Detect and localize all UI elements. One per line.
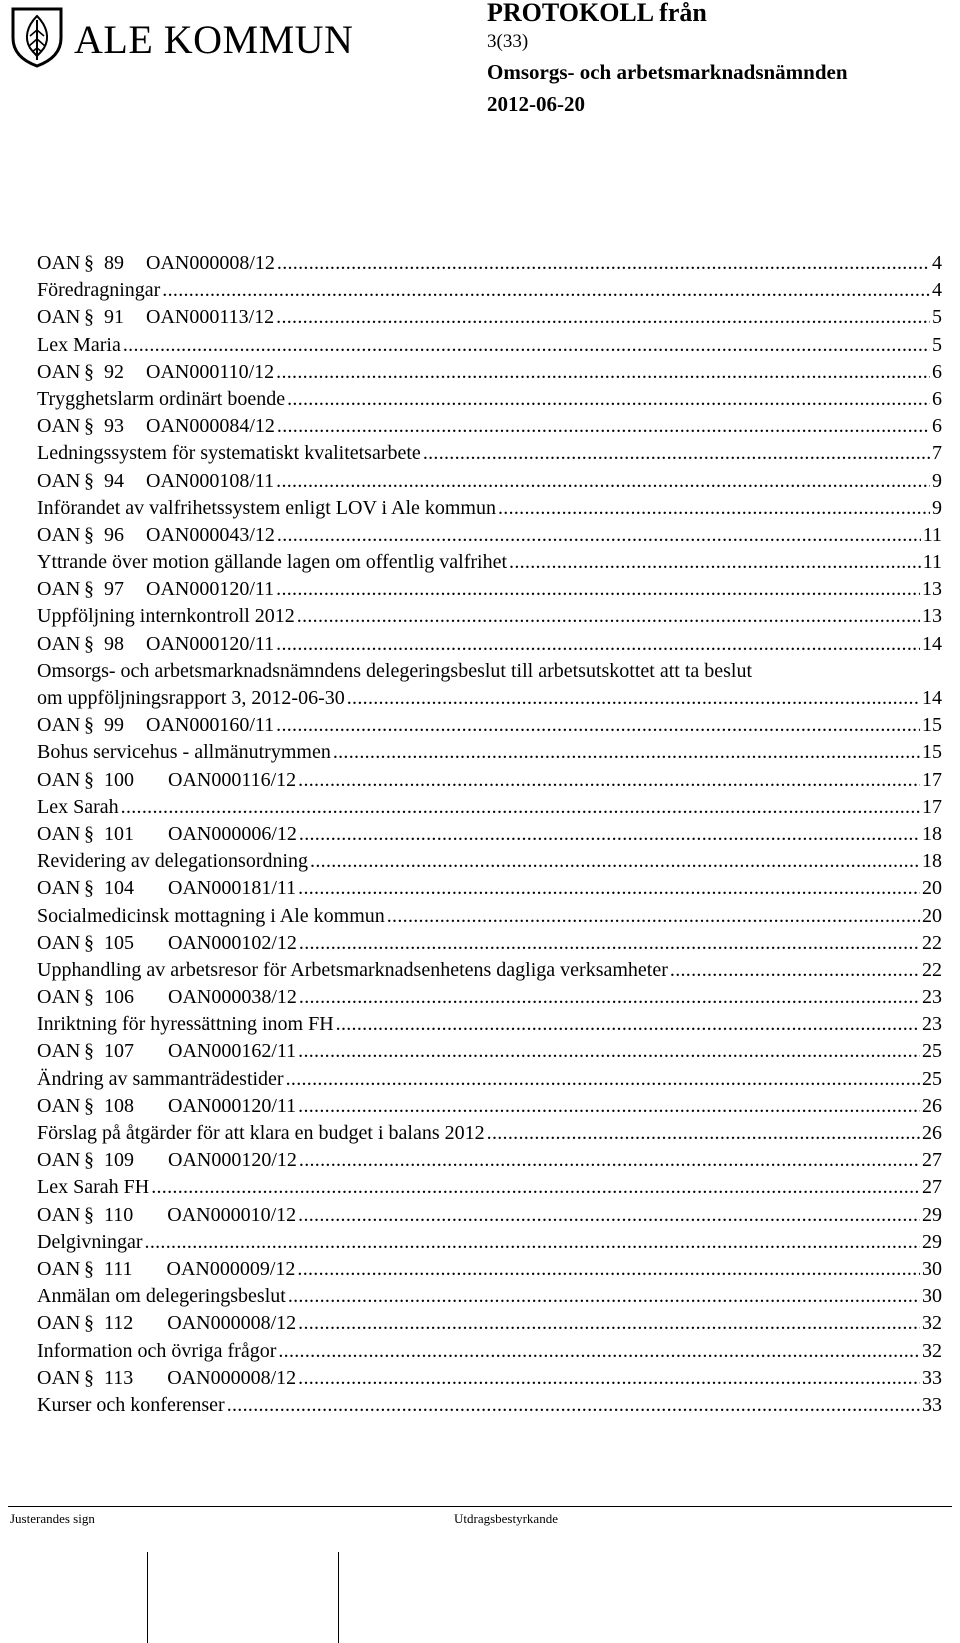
oan-prefix: OAN [37,768,81,791]
toc-section-row[interactable] [37,250,942,277]
toc-section-row[interactable] [37,1038,942,1065]
case-code: OAN000008/12 [167,1312,297,1335]
page-reference: 20 [920,875,942,902]
toc-section-row[interactable] [37,468,942,495]
dot-leader [277,413,930,440]
toc-section-label [37,468,276,495]
case-code: OAN000010/12 [167,1203,297,1226]
toc-title-row[interactable] [37,658,942,685]
dot-leader [347,685,920,712]
page-reference: 13 [920,576,942,603]
meeting-date: 2012-06-20 [487,92,585,116]
section-number: 89 [104,252,124,274]
case-code: OAN000181/11 [168,877,297,900]
page-reference: 5 [930,304,942,331]
case-code: OAN000038/12 [168,986,297,1009]
case-code: OAN000120/12 [168,1149,297,1172]
oan-prefix: OAN [37,986,81,1009]
toc-title-row[interactable] [37,1392,942,1419]
section-number: 93 [104,415,124,438]
section-symbol: § [84,632,94,655]
dot-leader [387,903,920,930]
toc-title-text: Lex Maria [37,332,123,359]
toc-section-row[interactable] [37,930,942,957]
oan-prefix: OAN [37,714,81,737]
page-reference: 26 [920,1120,942,1147]
toc-section-label [37,304,276,331]
section-symbol: § [84,360,94,383]
dot-leader [299,1147,920,1174]
oan-prefix: OAN [37,1094,81,1117]
dot-leader [288,1283,920,1310]
toc-title-row[interactable] [37,332,942,359]
dot-leader [277,522,921,549]
section-symbol: § [84,877,94,900]
dot-leader [298,1310,920,1337]
toc-title-row[interactable] [37,794,942,821]
page-reference: 32 [920,1310,942,1337]
toc-title-row[interactable] [37,440,942,467]
section-number: 109 [104,1149,134,1172]
page-reference: 15 [920,739,942,766]
page-reference: 13 [920,603,942,630]
case-code: OAN000008/12 [167,1366,297,1389]
dot-leader [423,440,930,467]
toc-section-row[interactable] [37,821,942,848]
toc-title-row[interactable] [37,386,942,413]
dot-leader [310,848,920,875]
dot-leader [123,332,930,359]
toc-title-text: Inriktning för hyressättning inom FH [37,1011,336,1038]
toc-section-row[interactable] [37,1093,942,1120]
page-reference: 14 [920,631,942,658]
page-reference: 11 [921,522,942,549]
board-name: Omsorgs- och arbetsmarknadsnämnden [487,60,848,84]
section-number: 100 [104,768,134,791]
toc-title-text: Trygghetslarm ordinärt boende [37,386,287,413]
page-reference: 6 [930,386,942,413]
page-reference: 23 [920,1011,942,1038]
toc-title-text: Ledningssystem för systematiskt kvalitetsarbete [37,440,423,467]
signature-label: Justerandes sign [10,1511,95,1526]
dot-leader [299,821,920,848]
section-number: 107 [104,1040,134,1063]
dot-leader [276,304,930,331]
page-reference: 17 [920,767,942,794]
section-symbol: § [84,1257,94,1280]
page-reference: 25 [920,1066,942,1093]
case-code: OAN000162/11 [168,1040,297,1063]
toc-title-text: Förslag på åtgärder för att klara en budget i balans 2012 [37,1120,487,1147]
section-number: 101 [104,822,134,845]
toc-section-label [37,1038,298,1065]
page-reference: 9 [930,495,942,522]
page-reference: 26 [920,1093,942,1120]
toc-title-text: Omsorgs- och arbetsmarknadsnämndens delegeringsbeslut till arbetsutskottet att ta beslut [37,658,752,685]
page-reference: 18 [920,848,942,875]
section-number: 91 [104,306,124,329]
section-symbol: § [84,306,94,329]
dot-leader [498,495,930,522]
page-reference: 30 [920,1283,942,1310]
case-code: OAN000008/12 [146,252,275,274]
toc-section-label [37,767,298,794]
toc-title-text: om uppföljningsrapport 3, 2012-06-30 [37,685,347,712]
case-code: OAN000120/11 [146,578,275,601]
dot-leader [509,549,921,576]
page-reference: 4 [930,277,942,304]
page-reference: 29 [920,1202,942,1229]
page-reference: 20 [920,903,942,930]
section-symbol: § [84,1040,94,1063]
toc-title-row[interactable] [37,1011,942,1038]
toc-title-text: Anmälan om delegeringsbeslut [37,1283,288,1310]
section-symbol: § [84,1203,94,1226]
case-code: OAN000120/11 [146,632,275,655]
dot-leader [276,359,930,386]
dot-leader [276,712,920,739]
toc-title-text: Revidering av delegationsordning [37,848,310,875]
oan-prefix: OAN [37,1149,81,1172]
oan-prefix: OAN [37,252,81,274]
section-number: 99 [104,714,124,737]
toc-section-label [37,930,299,957]
page-reference: 6 [930,413,942,440]
case-code: OAN000116/12 [168,768,297,791]
dot-leader [276,631,920,658]
toc-section-row[interactable] [37,522,942,549]
toc-title-text: Föredragningar [37,277,162,304]
page-reference: 6 [930,359,942,386]
toc-title-text: Lex Sarah [37,794,121,821]
case-code: OAN000108/11 [146,469,275,492]
page-reference: 14 [920,685,942,712]
toc-title-text: Införandet av valfrihetssystem enligt LOV i Ale kommun [37,495,498,522]
section-symbol: § [84,1312,94,1335]
page-reference: 22 [920,957,942,984]
page-reference: 7 [930,440,942,467]
page-reference: 4 [930,250,942,277]
toc-section-label [37,1202,298,1229]
page-reference: 9 [930,468,942,495]
toc-title-row[interactable] [37,603,942,630]
dot-leader [487,1120,920,1147]
oan-prefix: OAN [37,1040,81,1063]
toc-section-row[interactable] [37,413,942,440]
case-code: OAN000102/12 [168,931,297,954]
section-symbol: § [84,469,94,492]
toc-title-text: Upphandling av arbetsresor för Arbetsmarknadsenhetens dagliga verksamheter [37,957,670,984]
toc-title-row[interactable] [37,1229,942,1256]
dot-leader [298,1202,920,1229]
section-symbol: § [84,1094,94,1117]
section-symbol: § [84,768,94,791]
section-symbol: § [84,415,94,438]
toc-title-row[interactable] [37,848,942,875]
dot-leader [670,957,920,984]
section-symbol: § [84,1149,94,1172]
toc-section-label [37,1365,298,1392]
section-number: 97 [104,578,124,601]
municipality-name: ALE KOMMUN [74,17,354,62]
signature-box-divider [338,1552,339,1643]
toc-section-label [37,522,277,549]
toc-section-label [37,821,299,848]
toc-section-label [37,413,277,440]
toc-title-text: Ändring av sammanträdestider [37,1066,286,1093]
oan-prefix: OAN [37,632,81,655]
oan-prefix: OAN [37,1312,81,1335]
toc-section-row[interactable] [37,984,942,1011]
toc-title-text: Kurser och konferenser [37,1392,227,1419]
document-title: PROTOKOLL från [487,0,707,27]
toc-section-row[interactable] [37,1310,942,1337]
toc-section-row[interactable] [37,712,942,739]
page-reference: 33 [920,1392,942,1419]
toc-title-row[interactable] [37,1338,942,1365]
toc-title-row[interactable] [37,903,942,930]
toc-title-row[interactable] [37,549,942,576]
case-code: OAN000006/12 [168,822,297,845]
case-code: OAN000084/12 [146,415,275,438]
dot-leader [299,930,920,957]
page-reference: 5 [930,332,942,359]
toc-section-label [37,576,276,603]
page-reference: 27 [920,1174,942,1201]
section-number: 111 [104,1257,133,1280]
dot-leader [162,277,930,304]
toc-section-row[interactable] [37,1202,942,1229]
toc-section-row[interactable] [37,1365,942,1392]
section-symbol: § [84,714,94,737]
page-reference: 27 [920,1147,942,1174]
toc-section-label [37,984,299,1011]
dot-leader [277,250,930,277]
toc-section-label [37,1256,297,1283]
oan-prefix: OAN [37,877,81,900]
toc-section-label [37,1147,299,1174]
case-code: OAN000110/12 [146,360,275,383]
section-number: 113 [104,1366,134,1389]
toc-title-text: Delgivningar [37,1229,145,1256]
toc-section-row[interactable] [37,576,942,603]
toc-title-text: Bohus servicehus - allmänutrymmen [37,739,333,766]
dot-leader [151,1174,920,1201]
page-reference: 22 [920,930,942,957]
toc-section-row[interactable] [37,631,942,658]
page-reference: 25 [920,1038,942,1065]
toc-title-text: Yttrande över motion gällande lagen om offentlig valfrihet [37,549,509,576]
toc-title-row[interactable] [37,957,942,984]
signature-box-divider [147,1552,148,1643]
dot-leader [333,739,920,766]
toc-section-row[interactable] [37,767,942,794]
section-number: 98 [104,632,124,655]
toc-title-row[interactable] [37,1283,942,1310]
dot-leader [297,603,920,630]
toc-title-row[interactable] [37,1066,942,1093]
toc-section-label [37,359,276,386]
dot-leader [298,1365,920,1392]
footer-divider [8,1506,952,1507]
extract-certification-label: Utdragsbestyrkande [454,1511,558,1526]
section-symbol: § [84,523,94,546]
dot-leader [145,1229,920,1256]
dot-leader [278,1338,920,1365]
oan-prefix: OAN [37,415,81,438]
toc-title-row[interactable] [37,495,942,522]
case-code: OAN000160/11 [146,714,275,737]
toc-section-label [37,250,277,277]
toc-section-row[interactable] [37,875,942,902]
oan-prefix: OAN [37,822,81,845]
page-reference: 18 [920,821,942,848]
oan-prefix: OAN [37,469,81,492]
section-number: 96 [104,523,124,546]
dot-leader [298,767,920,794]
toc-section-label [37,1093,298,1120]
case-code: OAN000043/12 [146,523,275,546]
oan-prefix: OAN [37,1203,81,1226]
toc-section-row[interactable] [37,1256,942,1283]
oan-prefix: OAN [37,523,81,546]
section-number: 92 [104,360,124,383]
toc-section-row[interactable] [37,359,942,386]
page-reference: 11 [921,549,942,576]
dot-leader [298,1093,920,1120]
dot-leader [299,984,920,1011]
case-code: OAN000009/12 [166,1257,296,1280]
page-reference: 29 [920,1229,942,1256]
dot-leader [227,1392,920,1419]
section-symbol: § [84,578,94,601]
section-number: 105 [104,931,134,954]
section-symbol: § [84,822,94,845]
toc-title-text: Uppföljning internkontroll 2012 [37,603,297,630]
page-reference: 15 [920,712,942,739]
page-number: 3(33) [487,31,529,52]
toc-title-row[interactable] [37,739,942,766]
page-reference: 30 [920,1256,942,1283]
toc-section-label [37,875,298,902]
dot-leader [276,468,930,495]
document-header [487,0,848,120]
section-number: 112 [104,1312,134,1335]
oan-prefix: OAN [37,306,81,329]
dot-leader [276,576,920,603]
toc-title-text: Information och övriga frågor [37,1338,278,1365]
oan-prefix: OAN [37,931,81,954]
toc-section-row[interactable] [37,1147,942,1174]
toc-section-row[interactable] [37,304,942,331]
dot-leader [287,386,930,413]
toc-title-row[interactable] [37,1120,942,1147]
toc-title-row[interactable] [37,1174,942,1201]
section-symbol: § [84,252,94,274]
dot-leader [286,1066,920,1093]
page-reference: 32 [920,1338,942,1365]
section-symbol: § [84,1366,94,1389]
toc-section-label [37,712,276,739]
toc-title-text: Socialmedicinsk mottagning i Ale kommun [37,903,387,930]
section-number: 108 [104,1094,134,1117]
case-code: OAN000113/12 [146,306,275,329]
dot-leader [298,1038,920,1065]
page-reference: 23 [920,984,942,1011]
oan-prefix: OAN [37,1366,81,1389]
dot-leader [297,1256,920,1283]
section-number: 110 [104,1203,134,1226]
dot-leader [298,875,920,902]
toc-title-row[interactable] [37,685,942,712]
table-of-contents [37,250,942,1419]
section-number: 94 [104,469,124,492]
toc-section-label [37,631,276,658]
oan-prefix: OAN [37,1257,81,1280]
page-reference: 33 [920,1365,942,1392]
toc-title-row[interactable] [37,277,942,304]
coat-of-arms-icon [10,6,64,68]
oan-prefix: OAN [37,360,81,383]
toc-section-label [37,1310,298,1337]
section-number: 104 [104,877,134,900]
dot-leader [336,1011,920,1038]
dot-leader [121,794,920,821]
page-reference: 17 [920,794,942,821]
section-symbol: § [84,931,94,954]
section-symbol: § [84,986,94,1009]
toc-title-text: Lex Sarah FH [37,1174,151,1201]
case-code: OAN000120/11 [168,1094,297,1117]
municipality-logo [10,6,380,68]
section-number: 106 [104,986,134,1009]
oan-prefix: OAN [37,578,81,601]
